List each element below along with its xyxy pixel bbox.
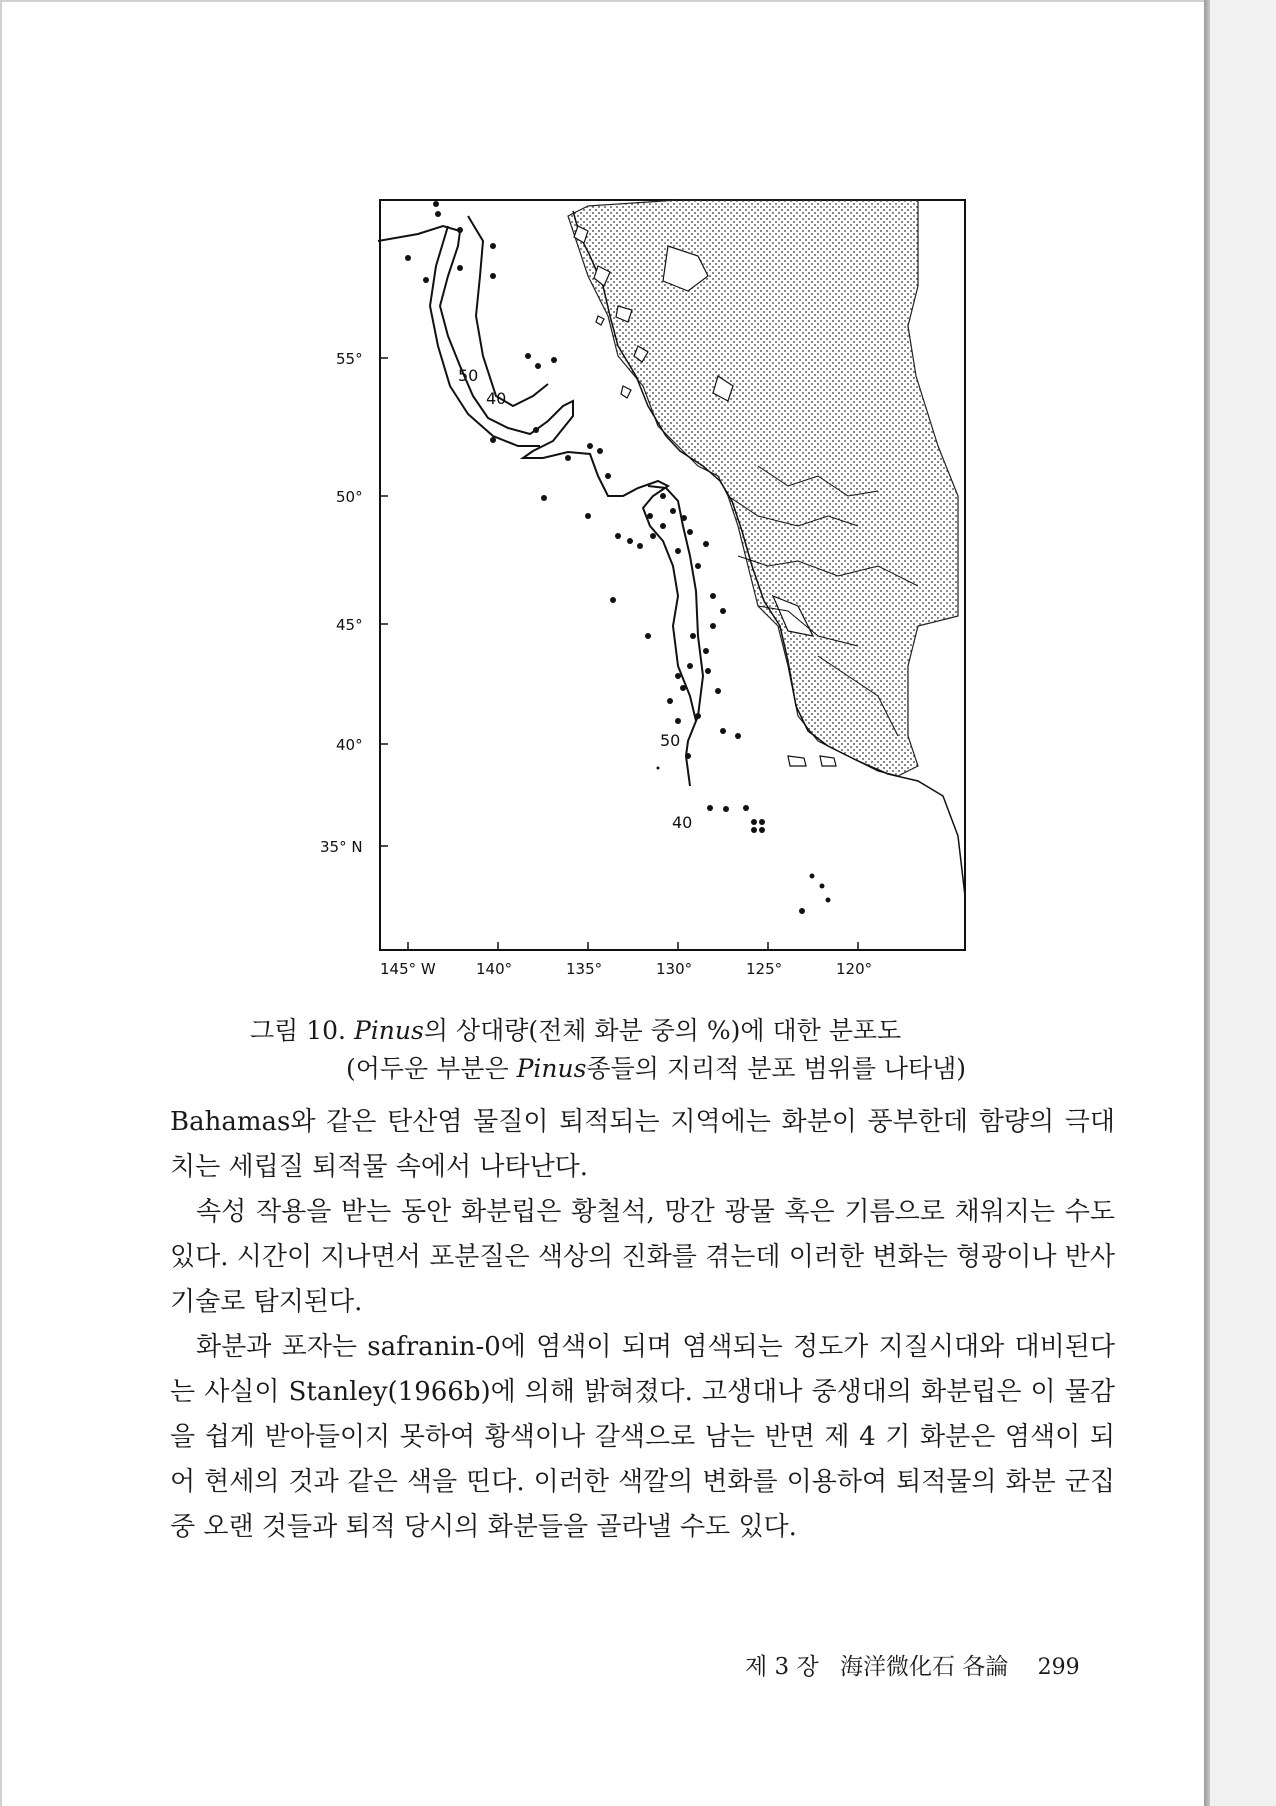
map-figure <box>318 196 978 996</box>
background-margin <box>1210 0 1276 1806</box>
lat-label-45: 45° <box>336 616 363 634</box>
caption-line-1 <box>250 1012 1110 1050</box>
contour-label-50-south: 50 <box>660 731 681 750</box>
latitude-axis <box>380 358 388 846</box>
caption-line1-text: 의 상대량(전체 화분 중의 %)에 대한 분포도 <box>423 1016 902 1045</box>
contour-label-40-south: 40 <box>672 813 693 832</box>
lon-label-125: 125° <box>746 960 783 978</box>
lon-label-145w: 145° W <box>380 960 436 978</box>
figure-caption <box>250 1012 1110 1088</box>
lat-label-50: 50° <box>336 488 363 506</box>
longitude-axis <box>408 942 858 950</box>
caption-line-2 <box>250 1050 1110 1088</box>
running-footer <box>745 1648 1080 1681</box>
pinus-range-shaded-area <box>568 200 958 776</box>
lon-label-120: 120° <box>836 960 873 978</box>
page-number: 299 <box>1037 1655 1080 1680</box>
lat-label-40: 40° <box>336 736 363 754</box>
lat-label-55: 55° <box>336 350 363 368</box>
caption-number: 그림 10. <box>250 1016 347 1045</box>
paragraph-3: 화분과 포자는 safranin-0에 염색이 되며 염색되는 정도가 지질시대와 대비된다는 사실이 Stanley(1966b)에 의해 밝혀졌다. 고생대나 중생대의 화분립은 이 물감을 쉽게 받아들이지 못하여 황색이나 갈색으로 남는 반면 제 4 기 화분은 염색이 되어 현세의 것과 같은 색을 띤다. 이러한 색깔의 변화를 이용하여 퇴적물의 화분 군집 중 오랜 것들과 퇴적 당시의 화분들을 골라낼 수도 있다. <box>170 1332 1115 1542</box>
footer-chapter: 제 3 장 <box>745 1654 819 1680</box>
caption-genus: Pinus <box>353 1016 424 1045</box>
paragraph-1: Bahamas와 같은 탄산염 물질이 퇴적되는 지역에는 화분이 풍부한데 함량의 극대치는 세립질 퇴적물 속에서 나타난다. <box>170 1107 1115 1182</box>
body-text <box>170 1100 1115 1550</box>
caption-line2-post: 종들의 지리적 분포 범위를 나타냄) <box>586 1054 967 1083</box>
lon-label-130: 130° <box>656 960 693 978</box>
contour-label-40-north: 40 <box>486 389 507 408</box>
pinus-distribution-map <box>318 196 978 996</box>
lon-label-135: 135° <box>566 960 603 978</box>
paragraph-2: 속성 작용을 받는 동안 화분립은 황철석, 망간 광물 혹은 기름으로 채워지는 수도 있다. 시간이 지나면서 포분질은 색상의 진화를 겪는데 이러한 변화는 형광이나 반사 기술로 탐지된다. <box>170 1197 1115 1317</box>
footer-title: 海洋微化石 各論 <box>840 1654 1009 1680</box>
caption-genus-2: Pinus <box>516 1054 587 1083</box>
lon-label-140: 140° <box>476 960 513 978</box>
lat-label-35: 35° N <box>320 838 363 856</box>
caption-line2-pre: (어두운 부분은 <box>346 1054 517 1083</box>
contour-label-50-north: 50 <box>458 366 479 385</box>
